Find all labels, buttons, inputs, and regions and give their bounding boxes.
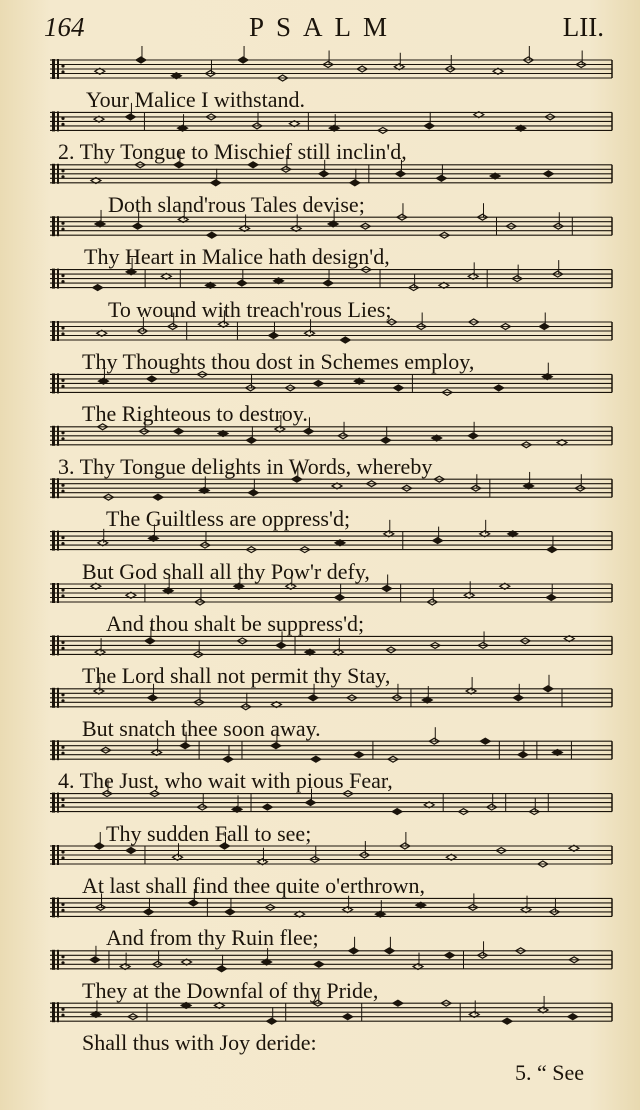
lyric-line: 2. Thy Tongue to Mischief still inclin'd, [58, 139, 407, 165]
note-icon [136, 46, 146, 63]
lyric-line: The Righteous to destroy. [82, 401, 308, 427]
clef-icon [52, 793, 55, 813]
note-icon [217, 955, 227, 972]
note-icon [546, 584, 556, 601]
note-icon [237, 269, 247, 286]
clef-icon [52, 59, 55, 79]
note-icon [313, 380, 323, 386]
lyric-line: At last shall find thee quite o'erthrown, [82, 873, 426, 898]
clef-icon [52, 740, 55, 760]
lyric-line: Shall thus with Joy deride: [82, 1030, 317, 1056]
lyric-line: They at the Downfal of thy Pride, [82, 977, 379, 1003]
note-icon [314, 961, 324, 967]
note-icon [568, 1014, 578, 1020]
clef-icon [52, 583, 55, 603]
clef-icon [52, 531, 55, 551]
note-icon [211, 169, 221, 186]
note-icon [424, 112, 434, 129]
note-icon [323, 269, 333, 286]
note-icon [126, 848, 136, 854]
clef-icon [52, 688, 55, 708]
note-icon [547, 536, 557, 553]
lyric-line: 3. Thy Tongue delights in Words, whereby [58, 453, 433, 479]
lyric-line: But snatch thee soon away. [82, 715, 321, 741]
clef-icon [52, 216, 55, 236]
note-icon [311, 756, 321, 762]
lyric-line: But God shall all thy Pow'r defy, [82, 558, 370, 584]
staff [50, 46, 612, 81]
note-icon [246, 426, 256, 443]
note-icon [392, 809, 402, 815]
lyric-line: 4. The Just, who wait with pious Fear, [58, 768, 393, 794]
page-number: 164 [44, 12, 85, 42]
lyric-line: And thou shalt be suppress'd; [106, 611, 365, 636]
clef-icon [52, 950, 55, 970]
note-icon [436, 164, 446, 181]
note-icon [93, 285, 103, 291]
clef-icon [52, 164, 55, 184]
running-title: PSALM [248, 12, 400, 42]
psalm-number: LII. [562, 12, 604, 42]
lyric-line: Doth sland'rous Tales devise; [108, 191, 365, 217]
clef-icon [52, 1002, 55, 1022]
lyric-line: The Lord shall not permit thy Stay, [82, 663, 391, 689]
note-icon [494, 385, 504, 391]
lyric-line: Thy sudden Fall to see; [106, 820, 312, 846]
note-icon [340, 337, 350, 343]
note-icon [394, 53, 404, 70]
note-icon [381, 426, 391, 443]
note-icon [350, 169, 360, 186]
note-icon [223, 745, 233, 762]
note-icon [225, 898, 235, 915]
note-icon [343, 1014, 353, 1020]
catchword: 5. “ See [514, 1060, 584, 1085]
note-icon [248, 479, 258, 496]
note-icon [207, 232, 217, 238]
clef-icon [52, 635, 55, 655]
note-icon [393, 385, 403, 391]
note-icon [268, 322, 278, 339]
lyric-line: Thy Thoughts thou dost in Schemes employ, [82, 349, 475, 374]
clef-icon [52, 373, 55, 393]
note-icon [143, 898, 153, 915]
clef-icon [52, 321, 55, 341]
lyric-line: The Guiltless are oppress'd; [106, 506, 351, 532]
clef-icon [52, 111, 55, 131]
note-icon [543, 171, 553, 177]
note-icon [502, 1018, 512, 1024]
note-icon [153, 494, 163, 500]
lyric-line: And from thy Ruin flee; [106, 925, 319, 951]
note-icon [335, 584, 345, 601]
lyric-line: Thy Heart in Malice hath design'd, [84, 244, 390, 270]
clef-icon [52, 426, 55, 446]
note-icon [147, 376, 157, 382]
note-icon [238, 46, 248, 63]
clef-icon [52, 478, 55, 498]
note-icon [518, 741, 528, 758]
clef-icon [52, 897, 55, 917]
clef-icon [52, 845, 55, 865]
note-icon [354, 752, 364, 758]
note-icon [174, 428, 184, 434]
note-icon [445, 952, 455, 958]
clef-icon [52, 269, 55, 289]
note-icon [267, 1007, 277, 1024]
lyric-line: To wound with treach'rous Lies; [108, 296, 392, 322]
lyric-line: Your Malice I withstand. [86, 87, 305, 112]
note-icon [262, 804, 272, 810]
